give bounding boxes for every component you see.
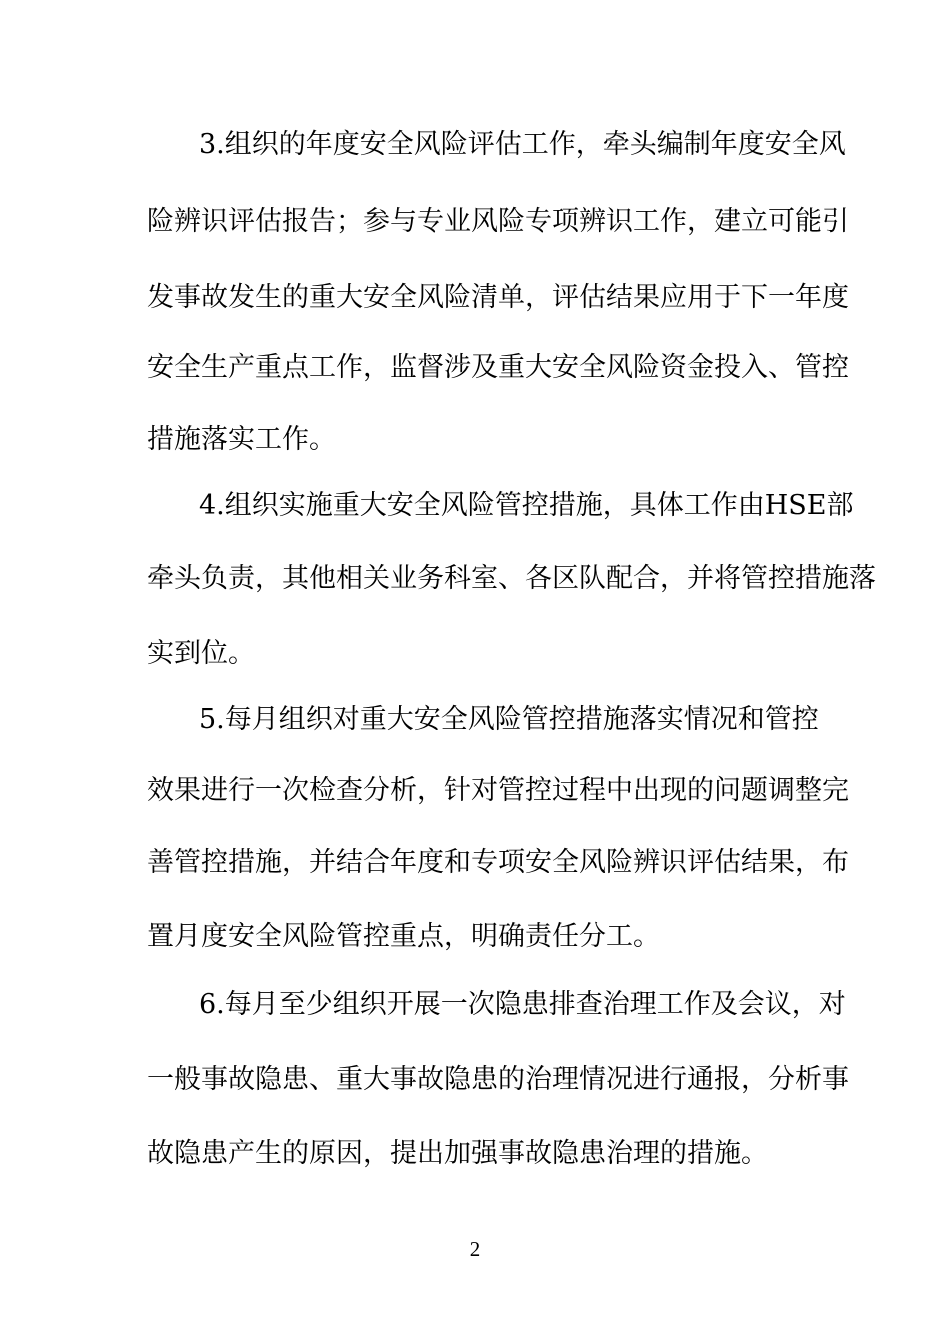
paragraph-5-line-4: 置月度安全风险管控重点，明确责任分工。: [147, 921, 660, 952]
paragraph-3-line-1: 3.组织的年度安全风险评估工作，牵头编制年度安全风: [199, 129, 846, 160]
paragraph-3-line-2: 险辨识评估报告；参与专业风险专项辨识工作，建立可能引: [147, 206, 849, 237]
paragraph-4-line-3: 实到位。: [147, 638, 255, 669]
paragraph-3-line-3: 发事故发生的重大安全风险清单，评估结果应用于下一年度: [147, 282, 849, 313]
paragraph-3-line-5: 措施落实工作。: [147, 424, 336, 455]
paragraph-5-line-1: 5.每月组织对重大安全风险管控措施落实情况和管控: [199, 704, 819, 735]
paragraph-5-line-2: 效果进行一次检查分析，针对管控过程中出现的问题调整完: [147, 775, 849, 806]
page-number: 2: [469, 1237, 481, 1261]
paragraph-5-line-3: 善管控措施，并结合年度和专项安全风险辨识评估结果，布: [147, 847, 849, 878]
paragraph-3-line-4: 安全生产重点工作，监督涉及重大安全风险资金投入、管控: [147, 352, 849, 383]
paragraph-6-line-2: 一般事故隐患、重大事故隐患的治理情况进行通报，分析事: [147, 1064, 849, 1095]
paragraph-4-line-2: 牵头负责，其他相关业务科室、各区队配合，并将管控措施落: [147, 563, 876, 594]
paragraph-4-line-1: 4.组织实施重大安全风险管控措施，具体工作由HSE部: [199, 490, 854, 521]
paragraph-6-line-1: 6.每月至少组织开展一次隐患排查治理工作及会议，对: [199, 989, 846, 1020]
paragraph-6-line-3: 故隐患产生的原因，提出加强事故隐患治理的措施。: [147, 1138, 768, 1169]
